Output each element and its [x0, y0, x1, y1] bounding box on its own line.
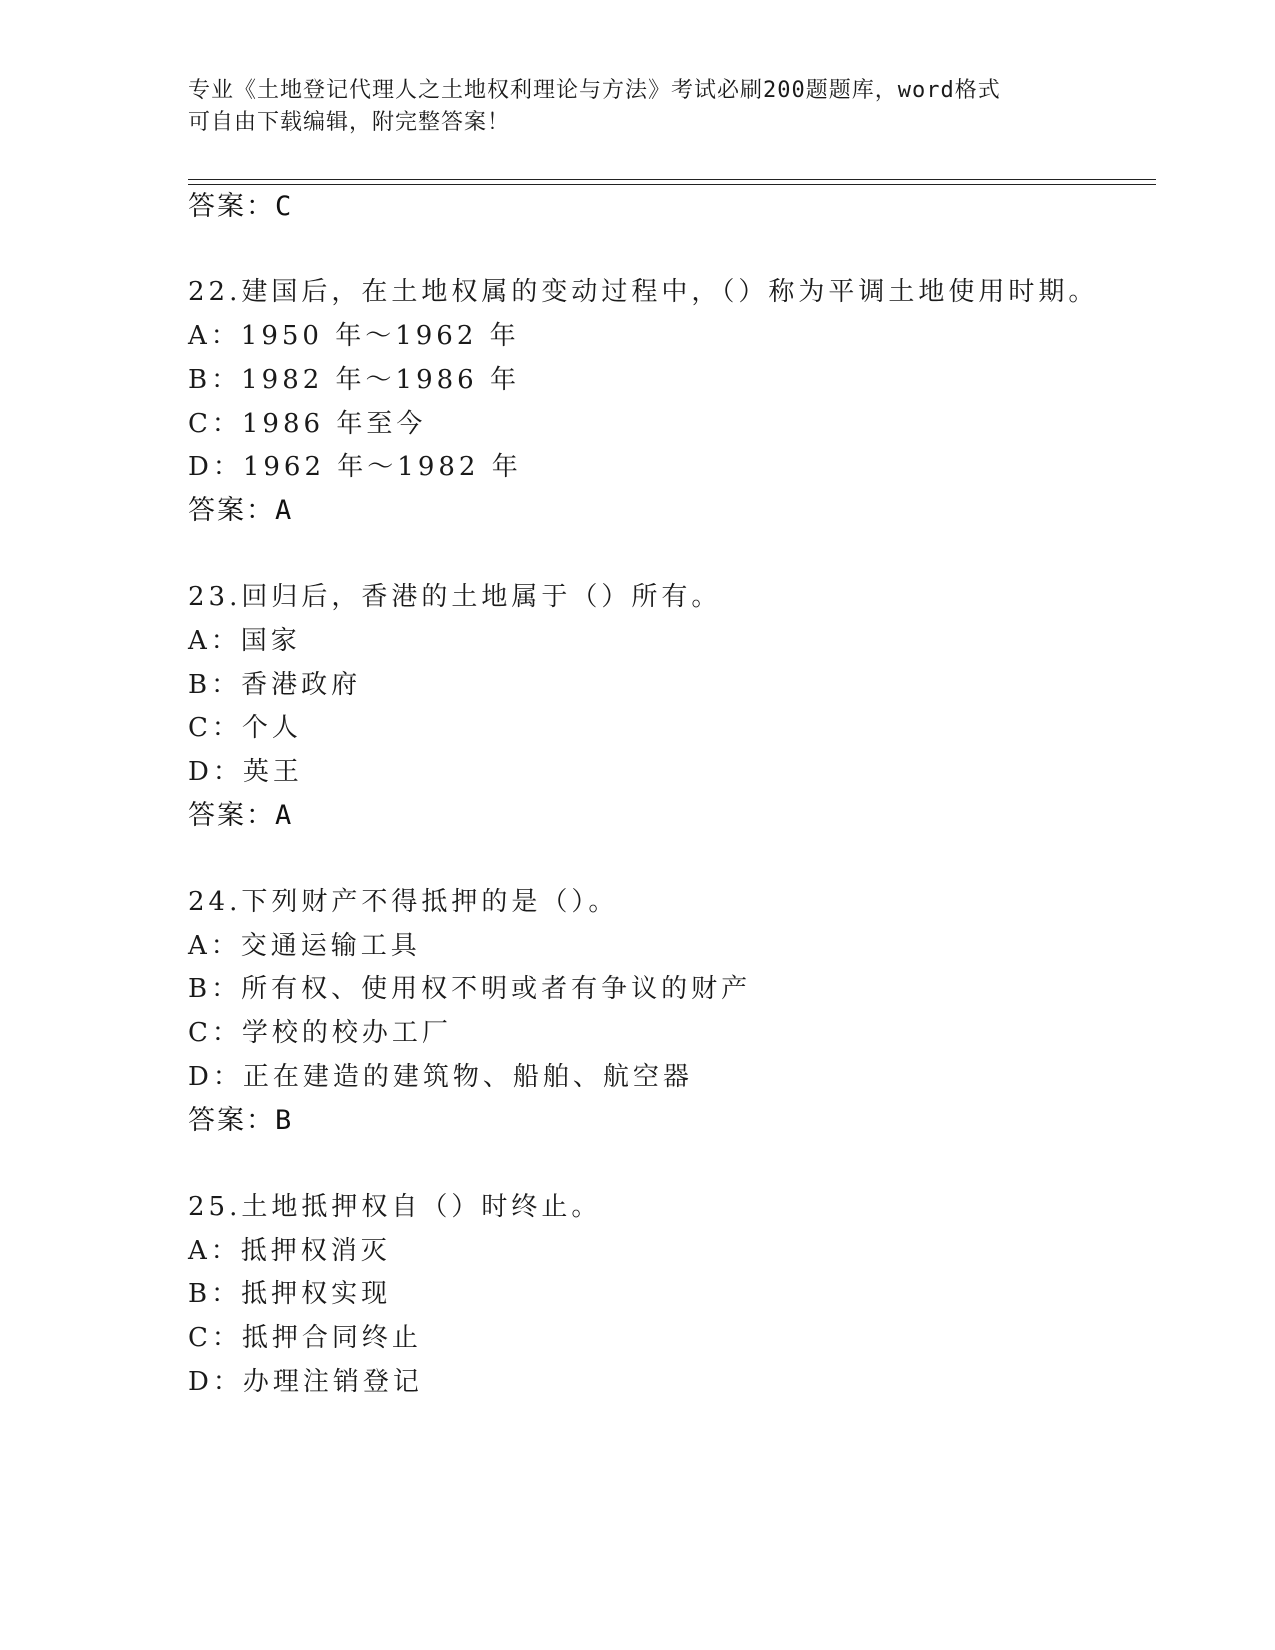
option-a-23: A：国家: [188, 626, 301, 656]
option-a-25: A：抵押权消灭: [188, 1236, 391, 1266]
answer-label: 答案：: [188, 191, 275, 222]
header-divider-bottom: [188, 184, 1156, 185]
option-a-22: A：1950 年～1962 年: [188, 321, 520, 351]
option-d-22: D：1962 年～1982 年: [188, 452, 522, 482]
answer-line-24: [188, 1104, 293, 1138]
document-header: [188, 75, 1088, 139]
header-title-line-2: 可自由下载编辑，附完整答案！: [188, 110, 511, 135]
option-b-22: B：1982 年～1986 年: [188, 365, 520, 395]
answer-value: C: [275, 191, 294, 222]
answer-value: A: [275, 495, 294, 526]
answer-label: 答案：: [188, 495, 275, 526]
answer-label: 答案：: [188, 1105, 275, 1136]
answer-value: A: [275, 800, 294, 831]
option-d-25: D：办理注销登记: [188, 1367, 423, 1397]
option-d-24: D：正在建造的建筑物、船舶、航空器: [188, 1062, 693, 1092]
option-c-25: C：抵押合同终止: [188, 1323, 422, 1353]
answer-line-22: [188, 494, 293, 528]
option-a-24: A：交通运输工具: [188, 931, 421, 961]
question-stem-25: 25.土地抵押权自（）时终止。: [188, 1192, 602, 1222]
header-title-line-1: 专业《土地登记代理人之土地权利理论与方法》考试必刷200题题库，word格式: [188, 78, 1001, 103]
answer-line-21: [188, 190, 293, 224]
option-b-25: B：抵押权实现: [188, 1279, 392, 1309]
option-c-24: C：学校的校办工厂: [188, 1018, 452, 1048]
option-c-22: C：1986 年至今: [188, 409, 427, 439]
question-stem-22: 22.建国后，在土地权属的变动过程中，（）称为平调土地使用时期。: [188, 277, 1099, 307]
option-d-23: D：英王: [188, 757, 303, 787]
answer-value: B: [275, 1105, 294, 1136]
option-b-23: B：香港政府: [188, 670, 362, 700]
option-b-24: B：所有权、使用权不明或者有争议的财产: [188, 974, 752, 1004]
answer-line-23: [188, 799, 293, 833]
answer-label: 答案：: [188, 800, 275, 831]
option-c-23: C：个人: [188, 713, 302, 743]
header-divider-top: [188, 179, 1156, 180]
question-stem-23: 23.回归后，香港的土地属于（）所有。: [188, 582, 722, 612]
question-stem-24: 24.下列财产不得抵押的是（）。: [188, 887, 619, 917]
